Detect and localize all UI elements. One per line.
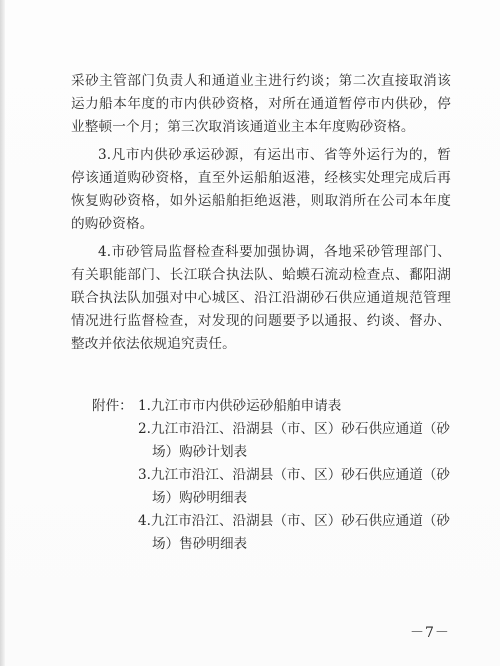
attachment-item-1: 1.九江市市内供砂运砂船舶申请表 xyxy=(138,398,342,414)
paragraph-item-4: 4.市砂管局监督检查科要加强协调，各地采砂管理部门、有关职能部门、长江联合执法队、蛤蟆石流动检查点、鄱阳湖联合执法队加强对中心城区、沿江沿湖砂石供应通道规范管理情况进行监督检查，对发现的问题要予以通报、约谈、督办、整改并依法依规追究责任。 xyxy=(71,244,451,352)
attachment-item-4-line2: 场）售砂明细表 xyxy=(152,536,248,552)
page-number: －7－ xyxy=(410,625,450,641)
attachment-item-3-line1: 3.九江市沿江、沿湖县（市、区）砂石供应通道（砂 xyxy=(138,467,451,483)
attachment-item-2 xyxy=(138,418,452,464)
attachment-row-1 xyxy=(92,395,452,418)
attachments-section xyxy=(92,395,452,556)
attachments-label: 附件： xyxy=(92,398,133,414)
document-body xyxy=(71,70,451,361)
attachment-item-4-line1: 4.九江市沿江、沿湖县（市、区）砂石供应通道（砂 xyxy=(138,513,451,529)
attachment-item-3-line2: 场）购砂明细表 xyxy=(152,490,248,506)
page-fold-shadow xyxy=(0,0,5,666)
paragraph-continuation: 采砂主管部门负责人和通道业主进行约谈；第二次直接取消该运力船本年度的市内供砂资格，对所在通道暂停市内供砂，停业整顿一个月；第三次取消该通道业主本年度购砂资格。 xyxy=(71,73,451,135)
attachment-item-2-line1: 2.九江市沿江、沿湖县（市、区）砂石供应通道（砂 xyxy=(138,421,451,437)
attachment-item-4 xyxy=(138,510,452,556)
attachment-item-3 xyxy=(138,464,452,510)
attachment-item-2-line2: 场）购砂计划表 xyxy=(152,444,248,460)
paragraph-item-3: 3.凡市内供砂承运砂源，有运出市、省等外运行为的，暂停该通道购砂资格，直至外运船舶返港，经核实处理完成后再恢复购砂资格，如外运船舶拒绝返港，则取消所在公司本年度的购砂资格。 xyxy=(71,147,451,232)
